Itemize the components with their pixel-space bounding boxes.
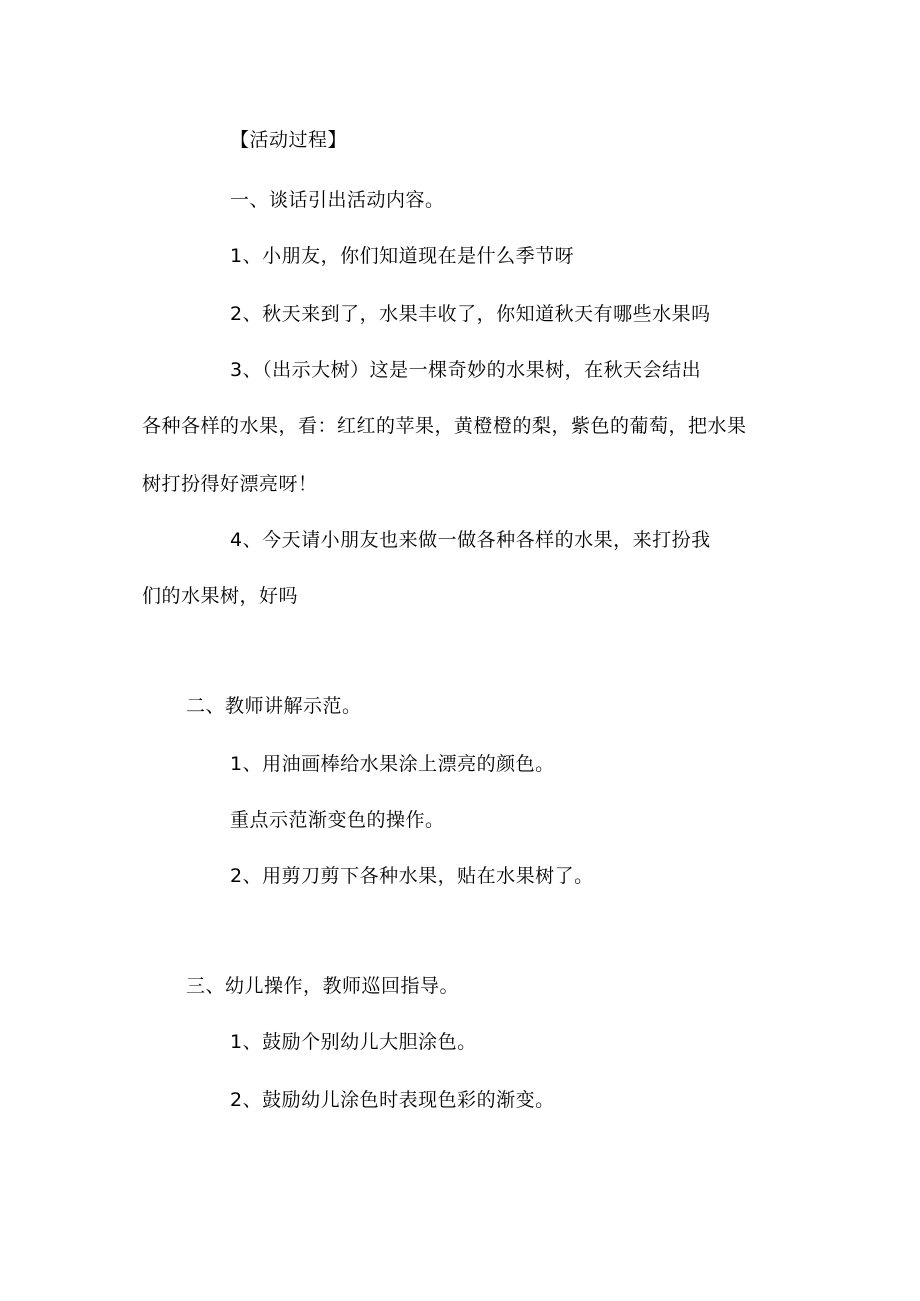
section-1-item-4-line-2: 们的水果树，好吗 xyxy=(142,585,299,607)
activity-process-heading: 【活动过程】 xyxy=(230,129,348,151)
section-2-note: 重点示范渐变色的操作。 xyxy=(230,809,445,831)
section-2-item-1: 1、用油画棒给水果涂上漂亮的颜色。 xyxy=(230,753,555,775)
section-1-item-1: 1、小朋友，你们知道现在是什么季节呀 xyxy=(230,245,575,267)
section-1-item-3-line-3: 树打扮得好漂亮呀！ xyxy=(142,473,318,495)
section-1-title: 一、谈话引出活动内容。 xyxy=(230,189,445,211)
section-3-title: 三、幼儿操作，教师巡回指导。 xyxy=(186,975,460,997)
section-1-item-3-line-2: 各种各样的水果，看：红红的苹果，黄橙橙的梨，紫色的葡萄，把水果 xyxy=(142,415,747,437)
section-1-item-2: 2、秋天来到了，水果丰收了，你知道秋天有哪些水果吗 xyxy=(230,303,711,325)
section-2-item-2: 2、用剪刀剪下各种水果，贴在水果树了。 xyxy=(230,865,594,887)
section-3-item-2: 2、鼓励幼儿涂色时表现色彩的渐变。 xyxy=(230,1089,555,1111)
section-2-title: 二、教师讲解示范。 xyxy=(186,695,362,717)
section-1-item-4-line-1: 4、今天请小朋友也来做一做各种各样的水果，来打扮我 xyxy=(230,529,711,551)
section-1-item-3-line-1: 3、（出示大树）这是一棵奇妙的水果树，在秋天会结出 xyxy=(230,359,702,381)
section-3-item-1: 1、鼓励个别幼儿大胆涂色。 xyxy=(230,1031,477,1053)
